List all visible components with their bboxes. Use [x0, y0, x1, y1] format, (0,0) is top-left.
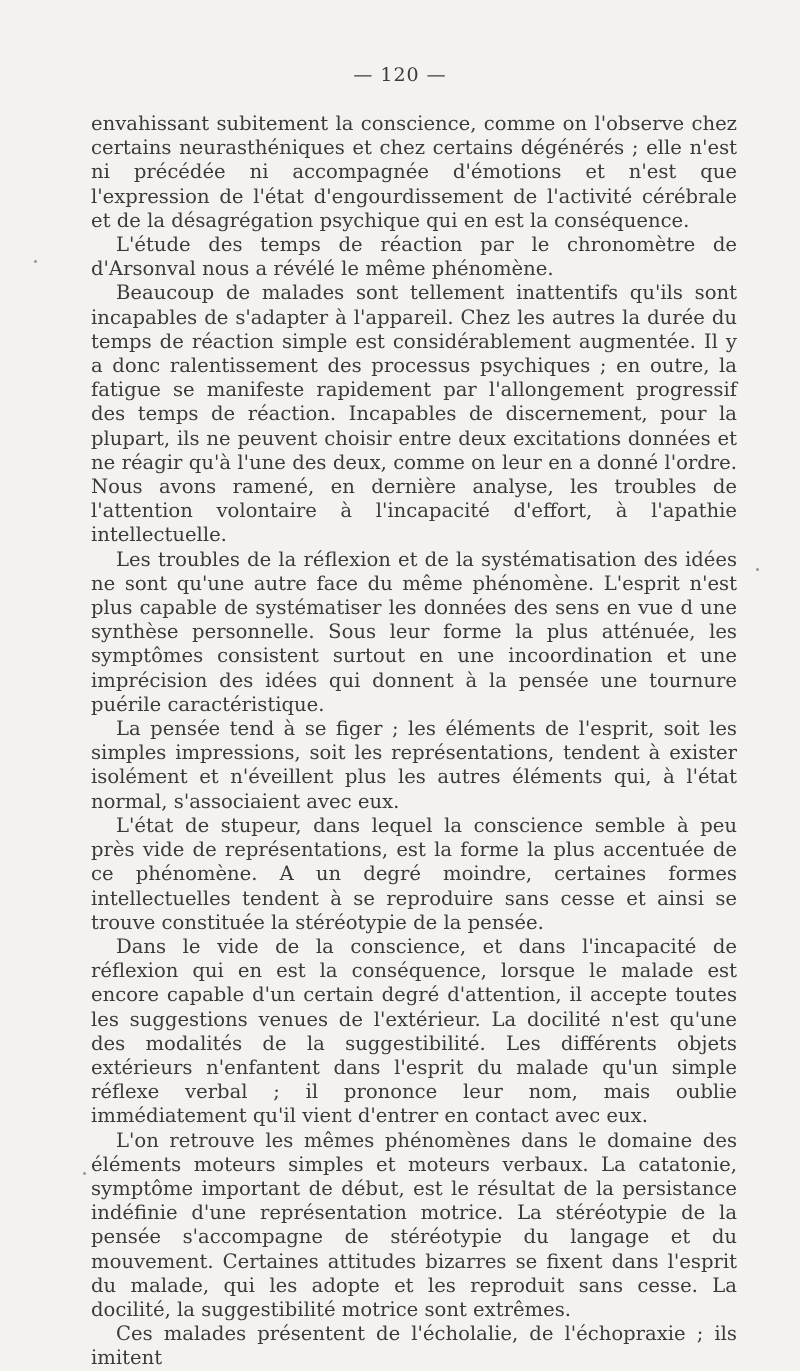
paragraph-3: Beaucoup de malades sont tellement inattentifs qu'ils sont incapables de s'adapter à l'appareil. Chez les autres la durée du temps de réaction simple est considérablement augmentée. Il y a donc ralentissement des processus psychiques ; en outre, la fatigue se manifeste rapidement par l'allongement progressif des temps de réaction. Incapables de discernement, pour la plupart, ils ne peuvent choisir entre deux excitations données et ne réagir qu'à l'une des deux, comme on leur en a donné l'ordre. Nous avons ramené, en dernière analyse, les troubles de l'attention volontaire à l'incapacité d'effort, à l'apathie intellectuelle. — [91, 281, 737, 547]
paragraph-5: La pensée tend à se figer ; les éléments de l'esprit, soit les simples impressions, soit les représentations, tendent à exister isolément et n'éveillent plus les autres éléments qui, à l'état normal, s'associaient avec eux. — [91, 717, 737, 813]
paragraph-8: L'on retrouve les mêmes phénomènes dans le domaine des éléments moteurs simples et moteurs verbaux. La catatonie, symptôme important de début, est le résultat de la persistance indéfinie d'une représentation motrice. La stéréotypie de la pensée s'accompagne de stéréotypie du langage et du mouvement. Certaines attitudes bizarres se fixent dans l'esprit du malade, qui les adopte et les reproduit sans cesse. La docilité, la suggestibilité motrice sont extrêmes. — [91, 1128, 737, 1321]
paper-speck — [34, 260, 37, 263]
paragraph-2: L'étude des temps de réaction par le chronomètre de d'Arsonval nous a révélé le même phénomène. — [91, 233, 737, 281]
paragraph-7: Dans le vide de la conscience, et dans l'incapacité de réflexion qui en est la conséquence, lorsque le malade est encore capable d'un certain degré d'attention, il accepte toutes les suggestions venues de l'extérieur. La docilité n'est qu'une des modalités de la suggestibilité. Les différents objets extérieurs n'enfantent dans l'esprit du malade qu'un simple réflexe verbal ; il prononce leur nom, mais oublie immédiatement qu'il vient d'entrer en contact avec eux. — [91, 934, 737, 1128]
paragraph-4: Les troubles de la réflexion et de la systématisation des idées ne sont qu'une autre face du même phénomène. L'esprit n'est plus capable de systématiser les données des sens en vue d une synthèse personnelle. Sous leur forme la plus atténuée, les symptômes consistent surtout en une incoordination et une imprécision des idées qui donnent à la pensée une tournure puérile caractéristique. — [91, 547, 737, 716]
paper-speck — [83, 1172, 86, 1175]
paragraph-1: envahissant subitement la conscience, comme on l'observe chez certains neurasthéniques et chez certains dégénérés ; elle n'est ni précédée ni accompagnée d'émotions et n'est que l'expression de l'état d'engourdissement de l'activité cérébrale et de la désagrégation psychique qui en est la conséquence. — [91, 112, 737, 232]
paragraph-9: Ces malades présentent de l'écholalie, de l'échopraxie ; ils imitent — [91, 1322, 737, 1370]
page-number: — 120 — — [353, 64, 447, 86]
page-body — [91, 112, 737, 1371]
paper-speck — [756, 568, 759, 571]
paragraph-6: L'état de stupeur, dans lequel la conscience semble à peu près vide de représentations, est la forme la plus accentuée de ce phénomène. A un degré moindre, certaines formes intellectuelles tendent à se reproduire sans cesse et ainsi se trouve constituée la stéréotypie de la pensée. — [91, 813, 737, 934]
